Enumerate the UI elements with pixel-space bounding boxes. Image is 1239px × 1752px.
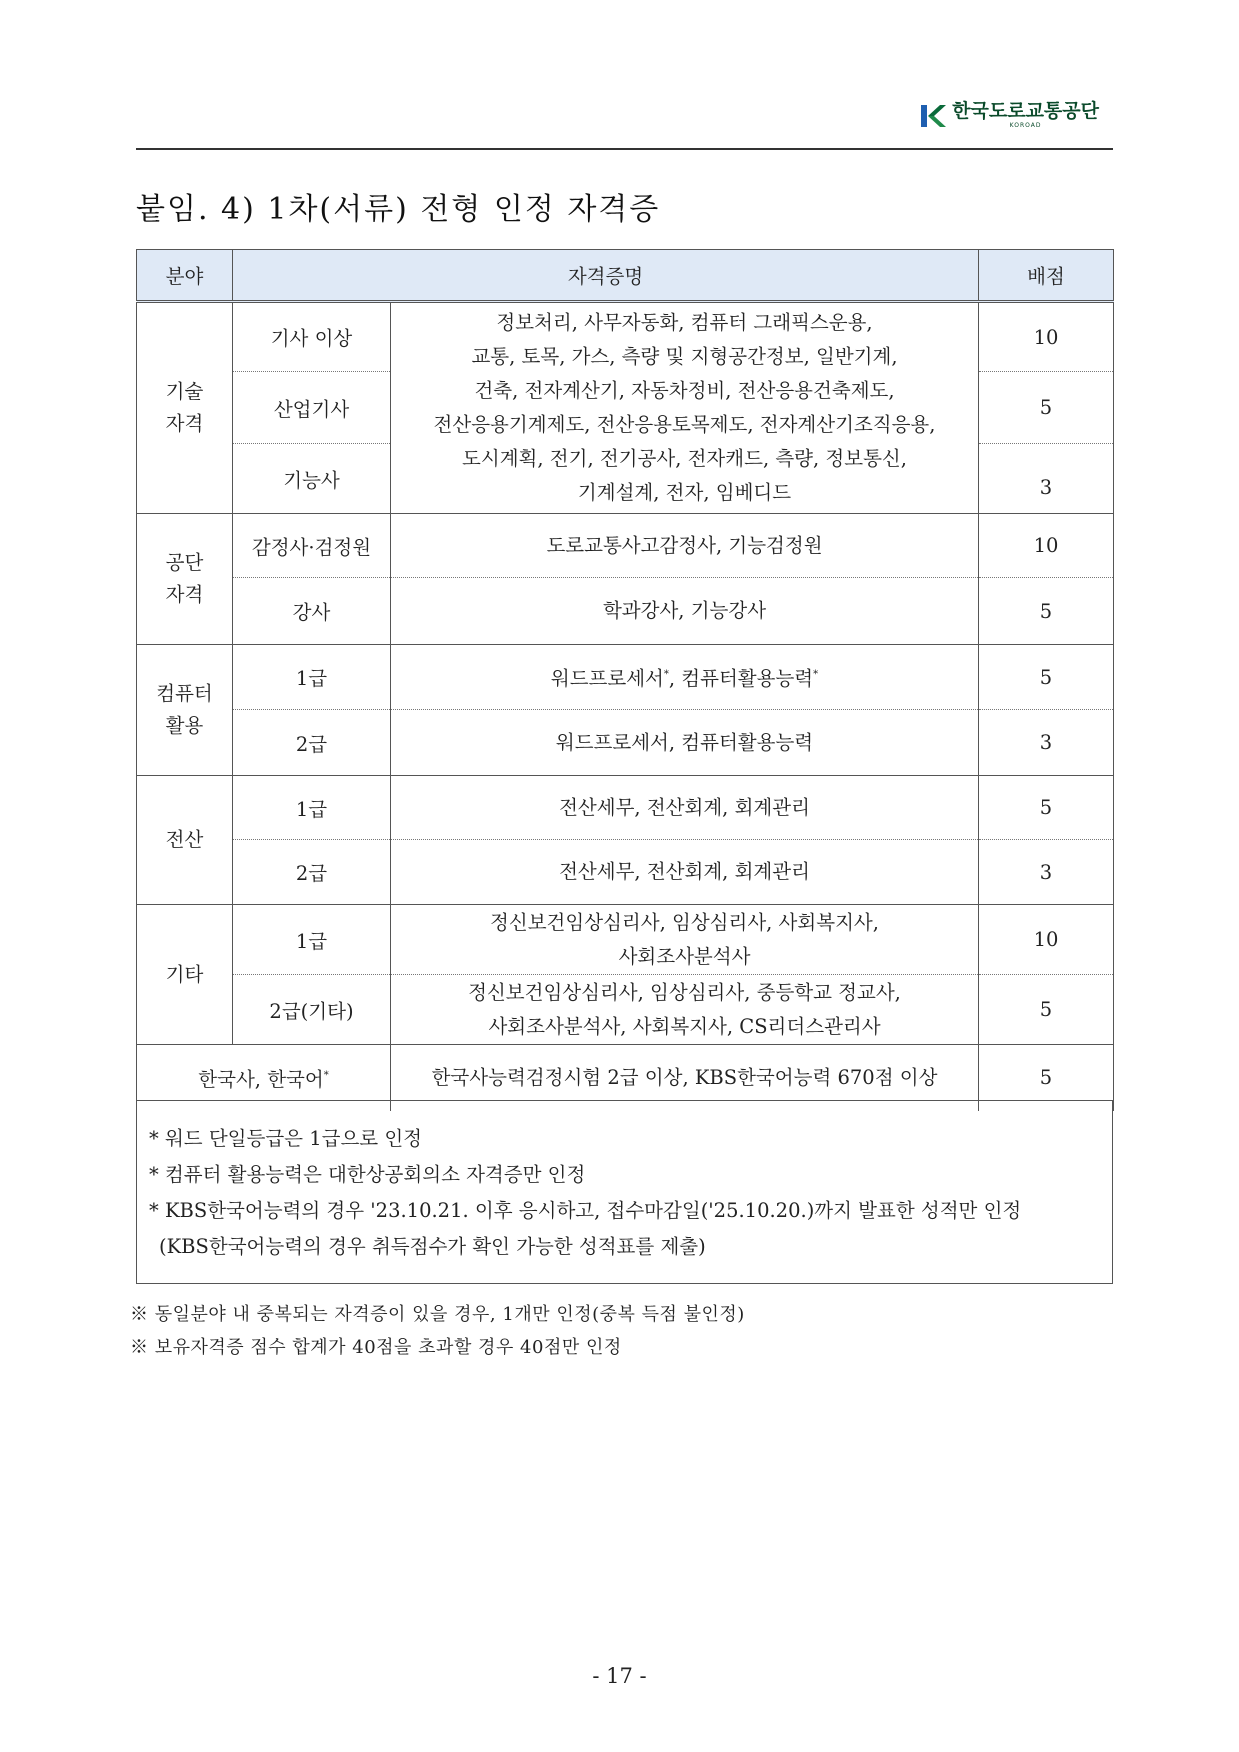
koroad-k-logo-icon xyxy=(920,103,946,129)
cert-cell: 학과강사, 기능강사 xyxy=(391,578,979,645)
logo-subtext: KOROAD xyxy=(1009,122,1042,129)
score-cell: 3 xyxy=(979,444,1114,514)
tech-cert-list xyxy=(391,302,979,514)
table-row xyxy=(137,645,1114,710)
asterisk-mark: * xyxy=(323,1069,329,1081)
footnote: ※ 동일분야 내 중복되는 자격증이 있을 경우, 1개만 인정(중복 득점 불인정) xyxy=(130,1304,745,1325)
table-row xyxy=(137,905,1114,975)
note-item: * 컴퓨터 활용능력은 대한상공회의소 자격증만 인정 xyxy=(149,1163,586,1186)
page-header xyxy=(136,92,1113,150)
table-row xyxy=(137,840,1114,905)
cert-cell xyxy=(391,905,979,975)
grade-cell: 감정사·검정원 xyxy=(233,514,391,578)
grade-cell: 산업기사 xyxy=(233,372,391,444)
cert-text: , 컴퓨터활용능력 xyxy=(668,667,814,690)
grade-cell: 기사 이상 xyxy=(233,302,391,372)
cert-cell: 워드프로세서, 컴퓨터활용능력 xyxy=(391,710,979,776)
page-title: 붙임. 4) 1차(서류) 전형 인정 자격증 xyxy=(136,192,661,227)
cert-line: 건축, 전자계산기, 자동차정비, 전산응용건축제도, xyxy=(474,379,895,402)
asterisk-mark: * xyxy=(813,669,819,680)
note-item: * 워드 단일등급은 1급으로 인정 xyxy=(149,1127,422,1150)
field-accounting xyxy=(137,776,233,905)
field-tech xyxy=(137,302,233,514)
logo-text: 한국도로교통공단 xyxy=(952,100,1099,122)
certificate-table xyxy=(136,249,1114,1111)
score-cell: 5 xyxy=(979,776,1114,840)
table-row xyxy=(137,975,1114,1045)
table-header-row xyxy=(137,250,1114,302)
table-row xyxy=(137,578,1114,645)
cert-cell xyxy=(391,645,979,710)
table-row xyxy=(137,710,1114,776)
header-score: 배점 xyxy=(979,250,1114,302)
field-label: 공단 자격 xyxy=(165,551,204,606)
cert-cell xyxy=(391,975,979,1045)
cert-cell: 전산세무, 전산회계, 회계관리 xyxy=(391,840,979,905)
cert-line: 사회조사분석사 xyxy=(618,944,751,968)
cert-line: 기계설계, 전자, 임베디드 xyxy=(577,481,792,504)
table-row xyxy=(137,514,1114,578)
table-row xyxy=(137,776,1114,840)
score-cell: 10 xyxy=(979,302,1114,372)
score-cell: 5 xyxy=(979,578,1114,645)
asterisk-mark: * xyxy=(663,669,669,680)
grade-cell: 2급 xyxy=(233,710,391,776)
page-number: - 17 - xyxy=(592,1664,647,1688)
note-item: * KBS한국어능력의 경우 '23.10.21. 이후 응시하고, 접수마감일('25.10.20.)까지 발표한 성적만 인정 xyxy=(149,1199,1022,1222)
cert-line: 전산응용기계제도, 전산응용토목제도, 전자계산기조직응용, xyxy=(433,413,936,436)
grade-cell: 1급 xyxy=(233,905,391,975)
header-cert: 자격증명 xyxy=(233,250,979,302)
score-cell: 5 xyxy=(979,645,1114,710)
cert-line: 도시계획, 전기, 전기공사, 전자캐드, 측량, 정보통신, xyxy=(462,447,907,470)
score-cell: 5 xyxy=(979,1045,1114,1111)
score-cell: 5 xyxy=(979,975,1114,1045)
cert-line: 정신보건임상심리사, 임상심리사, 중등학교 정교사, xyxy=(468,980,901,1004)
field-computer xyxy=(137,645,233,776)
grade-cell: 기능사 xyxy=(233,444,391,514)
score-cell: 5 xyxy=(979,372,1114,444)
cert-line: 사회조사분석사, 사회복지사, CS리더스관리사 xyxy=(488,1014,881,1038)
cert-line: 교통, 토목, 가스, 측량 및 지형공간정보, 일반기계, xyxy=(471,345,898,368)
cert-text: 워드프로세서 xyxy=(550,667,664,690)
cert-cell: 도로교통사고감정사, 기능검정원 xyxy=(391,514,979,578)
field-label: 한국사, 한국어 xyxy=(198,1067,324,1091)
score-cell: 10 xyxy=(979,514,1114,578)
field-label: 컴퓨터 활용 xyxy=(156,682,213,737)
score-cell: 10 xyxy=(979,905,1114,975)
koroad-logo xyxy=(920,102,1099,129)
header-field: 분야 xyxy=(137,250,233,302)
cert-cell: 전산세무, 전산회계, 회계관리 xyxy=(391,776,979,840)
field-koroad xyxy=(137,514,233,645)
field-label: 기타 xyxy=(165,962,204,986)
grade-cell: 1급 xyxy=(233,776,391,840)
notes-box xyxy=(136,1100,1113,1284)
grade-cell: 2급(기타) xyxy=(233,975,391,1045)
table-row xyxy=(137,302,1114,372)
cert-line: 정신보건임상심리사, 임상심리사, 사회복지사, xyxy=(490,910,879,934)
grade-cell: 강사 xyxy=(233,578,391,645)
note-item: (KBS한국어능력의 경우 취득점수가 확인 가능한 성적표를 제출) xyxy=(159,1235,706,1258)
field-etc xyxy=(137,905,233,1045)
footnote: ※ 보유자격증 점수 합계가 40점을 초과할 경우 40점만 인정 xyxy=(130,1337,622,1358)
cert-line: 정보처리, 사무자동화, 컴퓨터 그래픽스운용, xyxy=(496,311,873,334)
score-cell: 3 xyxy=(979,710,1114,776)
field-label: 전산 xyxy=(165,828,204,851)
score-cell: 3 xyxy=(979,840,1114,905)
grade-cell: 2급 xyxy=(233,840,391,905)
grade-cell: 1급 xyxy=(233,645,391,710)
cert-cell: 한국사능력검정시험 2급 이상, KBS한국어능력 670점 이상 xyxy=(391,1045,979,1111)
field-label: 기술 자격 xyxy=(165,380,204,435)
